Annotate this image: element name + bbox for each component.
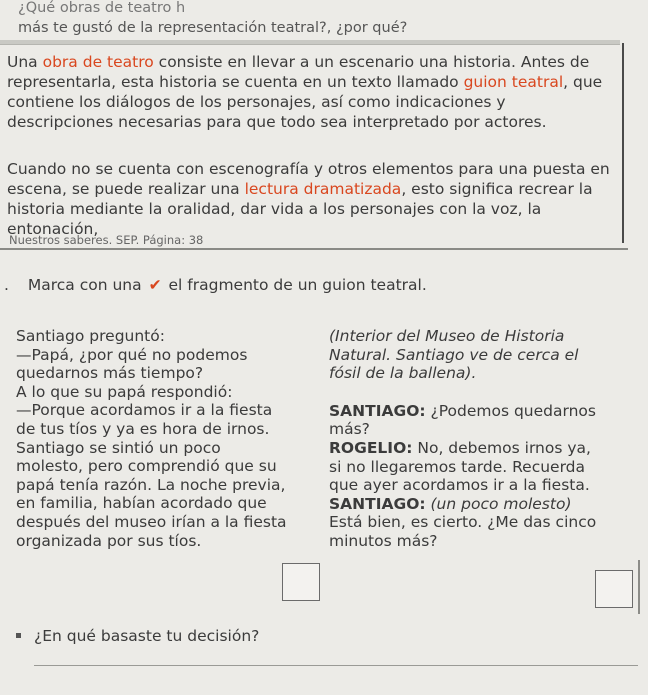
- checkmark-icon: ✔: [148, 276, 162, 294]
- script-line: Está bien, es cierto. ¿Me das cinco: [329, 513, 597, 532]
- reflection-question: ¿En qué basaste tu decisión?: [34, 627, 260, 645]
- script-line: [329, 402, 629, 421]
- script-line: [329, 495, 629, 514]
- info-p2-text-1: Cuando no se cuenta con escenografía y otros elementos para una puesta en escena, se puede realizar una: [7, 160, 610, 198]
- narrative-line: Santiago se sintió un poco: [16, 438, 221, 457]
- previous-question-line-2: más te gustó de la representación teatral?, ¿por qué?: [18, 20, 408, 36]
- narrative-line: —Papá, ¿por qué no podemos: [16, 345, 248, 364]
- instruction-text-after: el fragmento de un guion teatral.: [168, 276, 427, 294]
- bullet-icon: [16, 633, 21, 638]
- stage-direction: (un poco molesto): [425, 494, 572, 513]
- info-p1-text-1: Una: [7, 53, 43, 71]
- info-p1-text-2: consiste en llevar a un escenario una historia. Antes de representarla, esta historia se cuenta en un texto llamado: [7, 53, 590, 91]
- stage-direction: fósil de la ballena).: [329, 364, 477, 383]
- stage-direction: (Interior del Museo de Historia: [329, 327, 565, 345]
- source-citation: Nuestros saberes. SEP. Página: 38: [9, 233, 204, 247]
- highlight-lectura-dramatizada: lectura dramatizada: [244, 180, 402, 198]
- narrative-line: A lo que su papá respondió:: [16, 382, 233, 401]
- highlight-guion-teatral: guion teatral: [463, 73, 564, 91]
- info-paragraph-1: [7, 52, 612, 132]
- instruction: [4, 276, 427, 294]
- previous-question-line-1: ¿Qué obras de teatro h: [18, 0, 186, 16]
- narrative-line: organizada por sus tíos.: [16, 531, 202, 550]
- source-divider: [0, 248, 628, 250]
- narrative-line: papá tenía razón. La noche previa,: [16, 475, 286, 494]
- instruction-text-before: Marca con una: [27, 276, 142, 294]
- page-edge-divider: [638, 560, 640, 614]
- answer-line[interactable]: [34, 665, 638, 666]
- narrative-line: de tus tíos y ya es hora de irnos.: [16, 419, 270, 438]
- script-line: que ayer acordamos ir a la fiesta.: [329, 476, 590, 495]
- info-paragraph-2: [7, 159, 612, 239]
- narrative-line: Santiago preguntó:: [16, 327, 165, 345]
- narrative-line: después del museo irían a la fiesta: [16, 512, 287, 531]
- script-line: minutos más?: [329, 531, 438, 550]
- speaker-santiago: SANTIAGO:: [329, 494, 426, 513]
- dialogue: No, debemos irnos ya,: [412, 438, 591, 457]
- previous-question: [18, 0, 407, 38]
- script-line: más?: [329, 420, 370, 439]
- checkbox-narrative[interactable]: [282, 563, 320, 601]
- narrative-line: en familia, habían acordado que: [16, 494, 267, 513]
- checkbox-script[interactable]: [595, 570, 633, 608]
- speaker-santiago: SANTIAGO:: [329, 401, 426, 420]
- instruction-bullet: .: [4, 276, 9, 294]
- narrative-line: —Porque acordamos ir a la fiesta: [16, 401, 273, 420]
- fragment-script: [329, 327, 629, 551]
- script-line: [329, 439, 629, 458]
- info-p2-text-2: , esto significa recrear la historia mediante la oralidad, dar vida a los personajes con la voz, la entonación,: [7, 180, 593, 238]
- fragment-narrative: [16, 327, 316, 550]
- info-p1-text-3: , que contiene los diálogos de los personajes, así como indicaciones y descripciones necesarias para que todo sea interpretado por actores.: [7, 73, 603, 131]
- narrative-line: quedarnos más tiempo?: [16, 364, 204, 383]
- stage-direction: Natural. Santiago ve de cerca el: [329, 345, 579, 364]
- narrative-line: molesto, pero comprendió que su: [16, 457, 277, 476]
- highlight-obra-de-teatro: obra de teatro: [42, 53, 154, 71]
- script-line: si no llegaremos tarde. Recuerda: [329, 457, 586, 476]
- dialogue: ¿Podemos quedarnos: [425, 401, 596, 420]
- speaker-rogelio: ROGELIO:: [329, 438, 413, 457]
